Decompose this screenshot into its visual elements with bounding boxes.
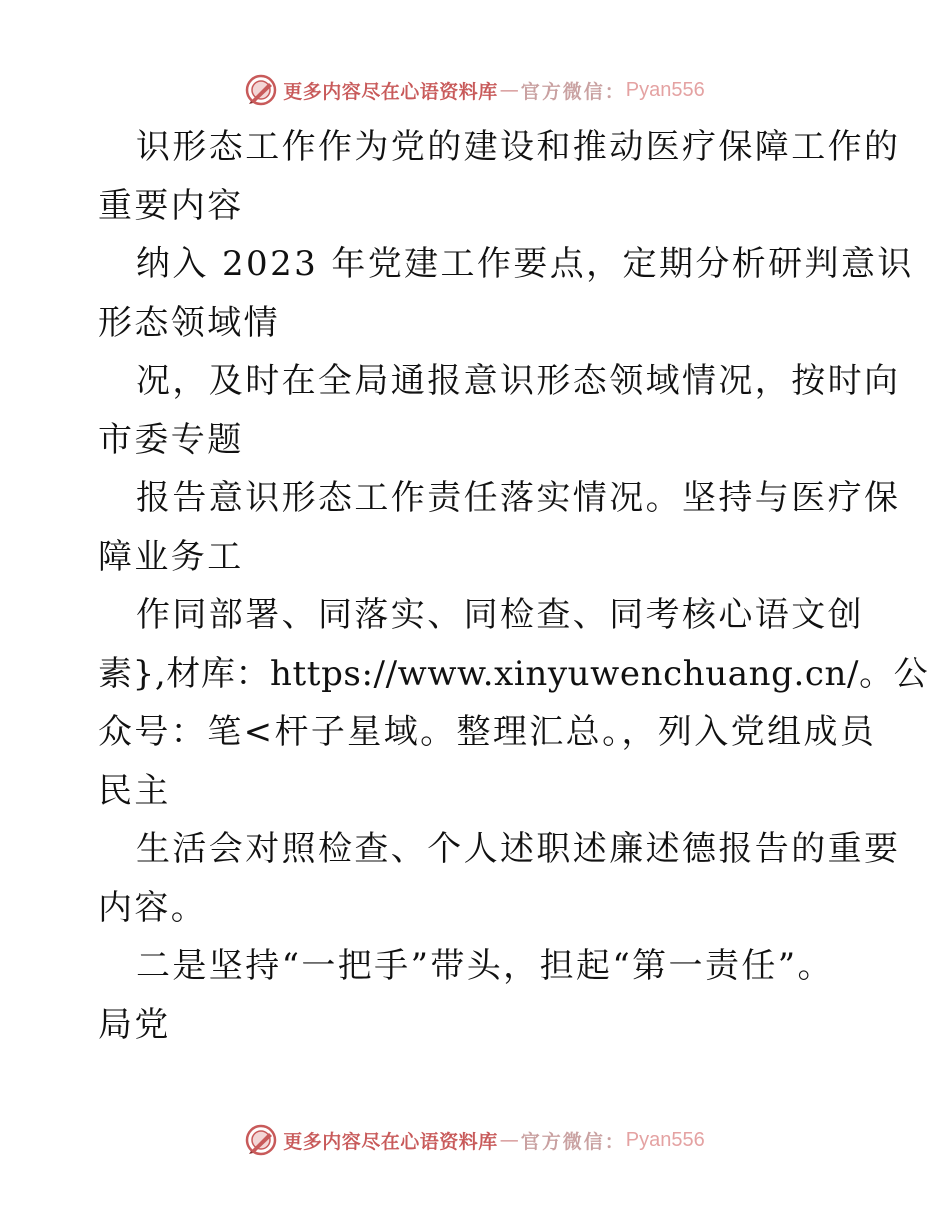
separator-dash: — (499, 1129, 519, 1151)
text-line: 况，及时在全局通报意识形态领域情况，按时向 (136, 361, 901, 401)
text-line: 素},材库：https://www.xinyuwenchuang.cn/。公 (98, 653, 929, 694)
text-line: 形态领域情 (98, 302, 280, 343)
wechat-label: 官方微信： (520, 1130, 626, 1153)
watermark-header (0, 70, 950, 110)
brand-text: 更多内容尽在心语资料库 (283, 1130, 498, 1153)
separator-dash: — (499, 79, 519, 101)
text-line: 二是坚持“一把手”带头，担起“第一责任”。 (136, 946, 834, 986)
text-line: 报告意识形态工作责任落实情况。坚持与医疗保 (136, 478, 901, 518)
brand-text: 更多内容尽在心语资料库 (283, 80, 498, 103)
text-line: 障业务工 (98, 536, 244, 577)
text-line: 纳入 2023 年党建工作要点，定期分析研判意识 (136, 244, 914, 284)
text-line: 市委专题 (98, 419, 244, 460)
watermark-footer (0, 1120, 950, 1160)
text-line: 生活会对照检查、个人述职述廉述德报告的重要 (136, 829, 901, 869)
pen-logo-icon (245, 74, 277, 106)
wechat-id: Pyan556 (625, 78, 705, 101)
document-body (98, 118, 929, 1054)
text-line: 民主 (98, 770, 171, 811)
pen-logo-icon (245, 1124, 277, 1156)
text-line: 识形态工作作为党的建设和推动医疗保障工作的 (136, 127, 901, 167)
text-line: 作同部署、同落实、同检查、同考核心语文创 (136, 595, 864, 635)
text-line: 众号：笔<杆子星域。整理汇总。，列入党组成员 (98, 712, 877, 752)
text-line: 内容。 (98, 887, 208, 928)
wechat-label: 官方微信： (520, 80, 626, 103)
wechat-id: Pyan556 (625, 1128, 705, 1151)
text-line: 局党 (98, 1004, 171, 1045)
text-line: 重要内容 (98, 185, 244, 226)
